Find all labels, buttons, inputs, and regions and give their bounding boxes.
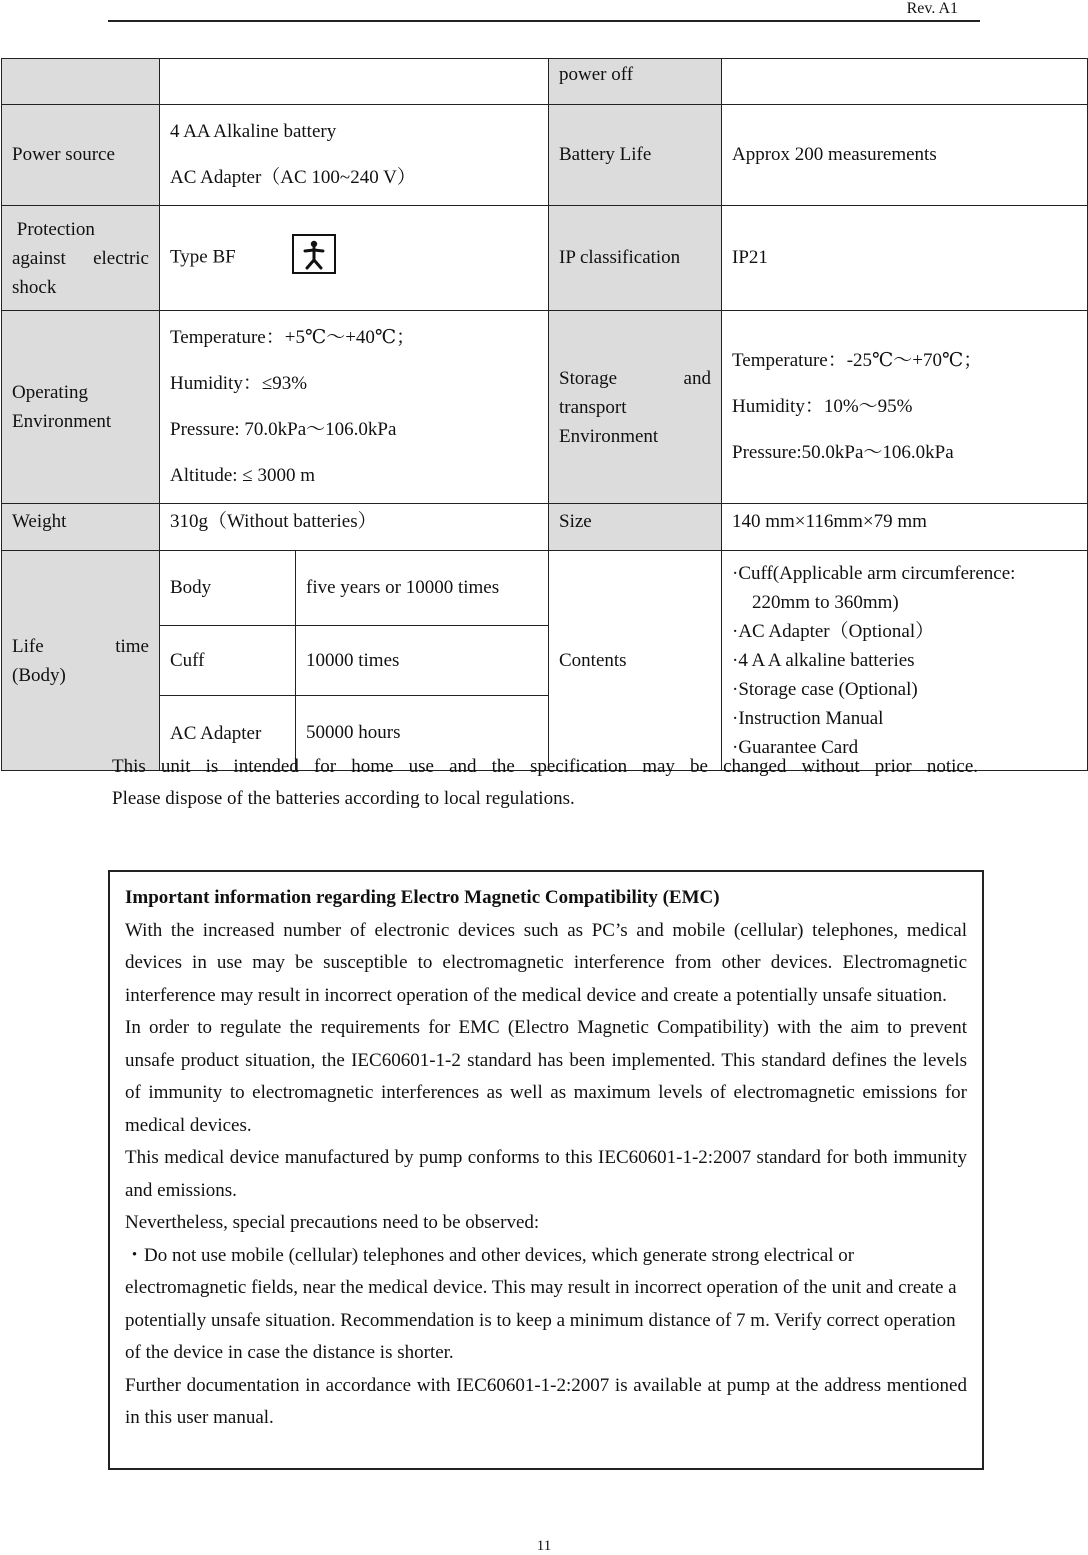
storage-label-line: transport	[559, 396, 627, 418]
storage-environment-value	[722, 311, 1088, 504]
life-time-label-line: Life time	[12, 635, 149, 657]
operating-environment-value	[160, 311, 549, 504]
specification-table	[1, 58, 1088, 771]
emc-paragraph: Further documentation in accordance with IEC60601-1-2:2007 is available at pump at the address mentioned in this user manual.	[125, 1374, 967, 1428]
power-source-line: AC Adapter（AC 100~240 V）	[170, 167, 416, 188]
operating-label-line: Environment	[12, 411, 112, 432]
protection-value	[160, 206, 549, 311]
spec-row-life-body	[2, 551, 1088, 626]
header-rule	[108, 20, 980, 22]
size-value: 140 mm×116mm×79 mm	[722, 504, 1088, 551]
operating-value-line: Humidity：≤93%	[170, 373, 308, 394]
battery-life-label: Battery Life	[549, 105, 722, 206]
emc-title: Important information regarding Electro Magnetic Compatibility (EMC)	[125, 887, 720, 908]
emc-information-box	[108, 870, 984, 1470]
cell-empty-value	[160, 59, 549, 105]
contents-item: ·AC Adapter（Optional）	[732, 621, 935, 642]
contents-list	[722, 551, 1088, 771]
storage-value-line: Temperature：-25℃～+70℃；	[732, 350, 983, 371]
weight-value: 310g（Without batteries）	[160, 504, 549, 551]
ip-classification-value: IP21	[722, 206, 1088, 311]
contents-item: 220mm to 360mm)	[752, 592, 899, 613]
emc-bullet-paragraph: ・Do not use mobile (cellular) telephones and other devices, which generate strong electrical or electromagnetic fields, near the medical device. This may result in incorrect operation of the unit and create a potentially unsafe situation. Recommendation is to keep a minimum distance of 7 m. Verify correct operation of the device in case the distance is shorter.	[125, 1244, 957, 1363]
cell-empty-label	[2, 59, 160, 105]
emc-paragraph: In order to regulate the requirements for EMC (Electro Magnetic Compatibility) with the aim to prevent unsafe product situation, the IEC60601-1-2 standard has been implemented. This standard defines the levels of immunity to electromagnetic interferences as well as maximum levels of electromagnetic emissions for medical devices.	[125, 1017, 967, 1136]
page-number: 11	[536, 1538, 552, 1554]
life-item-name: AC Adapter	[160, 696, 296, 771]
protection-label-line: Protection	[12, 218, 95, 240]
weight-label: Weight	[2, 504, 160, 551]
revision-label: Rev. A1	[906, 0, 958, 17]
protection-label-line: shock	[12, 276, 57, 298]
spec-row-protection	[2, 206, 1088, 311]
storage-environment-label	[549, 311, 722, 504]
protection-label	[2, 206, 160, 311]
home-use-note: This unit is intended for home use and the specification may be changed without prior notice.	[112, 756, 978, 777]
life-item-name: Cuff	[160, 626, 296, 696]
emc-paragraph: With the increased number of electronic devices such as PC’s and mobile (cellular) telephones, medical devices in use may be susceptible to electromagnetic interference from other devices. Electromagnetic interference may result in incorrect operation of the medical device and create a potentially unsafe situation.	[125, 919, 967, 1006]
size-label: Size	[549, 504, 722, 551]
spec-row-weight	[2, 504, 1088, 551]
contents-label: Contents	[549, 551, 722, 771]
protection-label-line: against electric	[12, 247, 149, 269]
spec-row-power-off	[2, 59, 1088, 105]
operating-value-line: Temperature：+5℃～+40℃；	[170, 327, 416, 348]
life-item-name: Body	[160, 551, 296, 626]
operating-value-line: Altitude: ≤ 3000 m	[170, 465, 316, 486]
contents-item: ·Instruction Manual	[732, 708, 884, 729]
storage-label-line: Storage and	[559, 367, 711, 389]
power-off-cell	[549, 59, 722, 105]
power-source-value	[160, 105, 549, 206]
battery-disposal-note: Please dispose of the batteries according to local regulations.	[112, 788, 575, 809]
spec-row-environment	[2, 311, 1088, 504]
life-time-label-line: (Body)	[12, 664, 66, 686]
type-bf-icon	[292, 234, 336, 274]
storage-value-line: Pressure:50.0kPa～106.0kPa	[732, 442, 954, 463]
operating-value-line: Pressure: 70.0kPa～106.0kPa	[170, 419, 397, 440]
emc-paragraph: Nevertheless, special precautions need to be observed:	[125, 1212, 540, 1233]
life-item-value: 50000 hours	[296, 696, 549, 771]
emc-paragraph: This medical device manufactured by pump conforms to this IEC60601-1-2:2007 standard for both immunity and emissions.	[125, 1147, 967, 1201]
storage-label-line: Environment	[559, 425, 659, 447]
power-source-label: Power source	[2, 105, 160, 206]
storage-value-line: Humidity：10%～95%	[732, 396, 913, 417]
life-item-value: 10000 times	[296, 626, 549, 696]
contents-item: ·Storage case (Optional)	[732, 679, 918, 700]
type-bf-text: Type BF	[170, 246, 236, 268]
contents-item: ·4 A A alkaline batteries	[732, 650, 915, 671]
battery-life-value: Approx 200 measurements	[722, 105, 1088, 206]
life-time-label	[2, 551, 160, 771]
power-off-text: power off	[559, 64, 634, 85]
spec-row-power-source	[2, 105, 1088, 206]
contents-item: ·Guarantee Card	[732, 737, 859, 758]
life-item-value: five years or 10000 times	[296, 551, 549, 626]
contents-item: ·Cuff(Applicable arm circumference:	[732, 563, 1016, 584]
operating-environment-label	[2, 311, 160, 504]
cell-empty-value-2	[722, 59, 1088, 105]
ip-classification-label: IP classification	[549, 206, 722, 311]
power-source-line: 4 AA Alkaline battery	[170, 121, 337, 142]
operating-label-line: Operating	[12, 382, 88, 403]
